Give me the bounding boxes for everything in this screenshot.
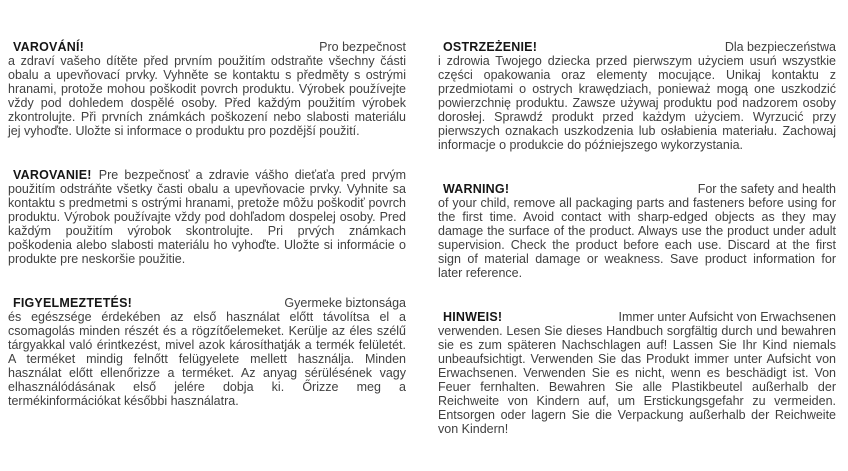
warning-block-polish-title-row (438, 40, 836, 54)
warning-block-polish (438, 40, 836, 152)
section-body: a zdraví vašeho dítěte před prvním použitím odstraňte všechny části obalu a upevňovací prvky. Vyhněte se kontaktu s předměty s ostrými hranami, protože mohou poškodit povrch produktu. Výrobek používejte vždy pod dohledem dospělé osoby. Před každým použitím výrobek zkontrolujte. Při prvních známkách poškození nebo slabosti materiálu jej vyhoďte. Uložte si informace o produktu pro pozdější použití. (8, 54, 406, 138)
section-lead: Gyermeke biztonsága (284, 296, 406, 310)
section-body: Pre bezpečnosť a zdravie vášho dieťaťa pred prvým použitím odstráňte všetky časti obalu a upevňovacie prvky. Vyhnite sa kontaktu s predmetmi s ostrými hranami, pretože môžu poškodiť povrch produktu. Výrobok používajte vždy pod dohľadom dospelej osoby. Pred každým použitím výrobok skontrolujte. Pri prvých známkach poškodenia alebo slabosti materiálu ho vyhoďte. Uložte si informácie o produkte pre neskoršie použitie. (8, 168, 406, 266)
section-title: HINWEIS! (443, 310, 503, 324)
warning-block-slovak (8, 168, 406, 266)
section-title: OSTRZEŻENIE! (443, 40, 538, 54)
section-title: WARNING! (443, 182, 510, 196)
section-body: of your child, remove all packaging parts and fasteners before using for the first time. Avoid contact with sharp-edged objects as they may damage the surface of the product. Always use the product under adult supervision. Check the product before each use. Discard at the first sign of material damage or weakness. Save product information for later reference. (438, 196, 836, 280)
section-lead: Dla bezpieczeństwa (724, 40, 836, 54)
warning-block-english (438, 182, 836, 280)
section-lead: Immer unter Aufsicht von Erwachsenen (618, 310, 836, 324)
section-body: és egészsége érdekében az első használat előtt távolítsa el a csomagolás minden részét és a rögzítőelemeket. Kerülje az éles szélű tárgyakkal való érintkezést, mivel azok károsíthatják a termék felületét. A terméket mindig felnőtt felügyelete mellett használja. Minden használat előtt ellenőrizze a terméket. Az anyag sérülésének vagy elhasználódásának első jelére dobja ki. Őrizze meg a termékinformációkat későbbi használatra. (8, 310, 406, 408)
section-body: i zdrowia Twojego dziecka przed pierwszym użyciem usuń wszystkie części opakowania oraz elementy mocujące. Unikaj kontaktu z przedmiotami o ostrych krawędziach, ponieważ mogą one uszkodzić powierzchnię produktu. Zawsze używaj produktu pod nadzorem osoby dorosłej. Sprawdź produkt przed każdym użyciem. Wyrzucić przy pierwszych oznakach uszkodzenia lub osłabienia materiału. Zachowaj informacje o produkcie do późniejszego wykorzystania. (438, 54, 836, 152)
warning-block-hungarian (8, 296, 406, 408)
section-body: verwenden. Lesen Sie dieses Handbuch sorgfältig durch und bewahren sie es zum späteren Nachschlagen auf! Lassen Sie Ihr Kind niemals unbeaufsichtigt. Verwenden Sie das Produkt immer unter Aufsicht von Erwachsenen. Verwenden Sie es nicht, wenn es beschädigt ist. Von Feuer fernhalten. Bewahren Sie alle Plastikbeutel außerhalb der Reichweite von Kindern auf, um Erstickungsgefahr zu vermeiden. Entsorgen oder lagern Sie die Verpackung außerhalb der Reichweite von Kindern! (438, 324, 836, 436)
warning-block-hungarian-title-row (8, 296, 406, 310)
left-column (8, 40, 406, 471)
right-column (438, 40, 836, 471)
section-title: VAROVANIE! (13, 168, 92, 182)
section-title: VAROVÁNÍ! (13, 40, 85, 54)
warning-block-czech-title-row (8, 40, 406, 54)
warning-block-english-title-row (438, 182, 836, 196)
section-lead: For the safety and health (697, 182, 836, 196)
warning-block-german (438, 310, 836, 436)
section-title: FIGYELMEZTETÉS! (13, 296, 132, 310)
warning-block-czech (8, 40, 406, 138)
section-lead: Pro bezpečnost (319, 40, 406, 54)
warning-block-german-title-row (438, 310, 836, 324)
